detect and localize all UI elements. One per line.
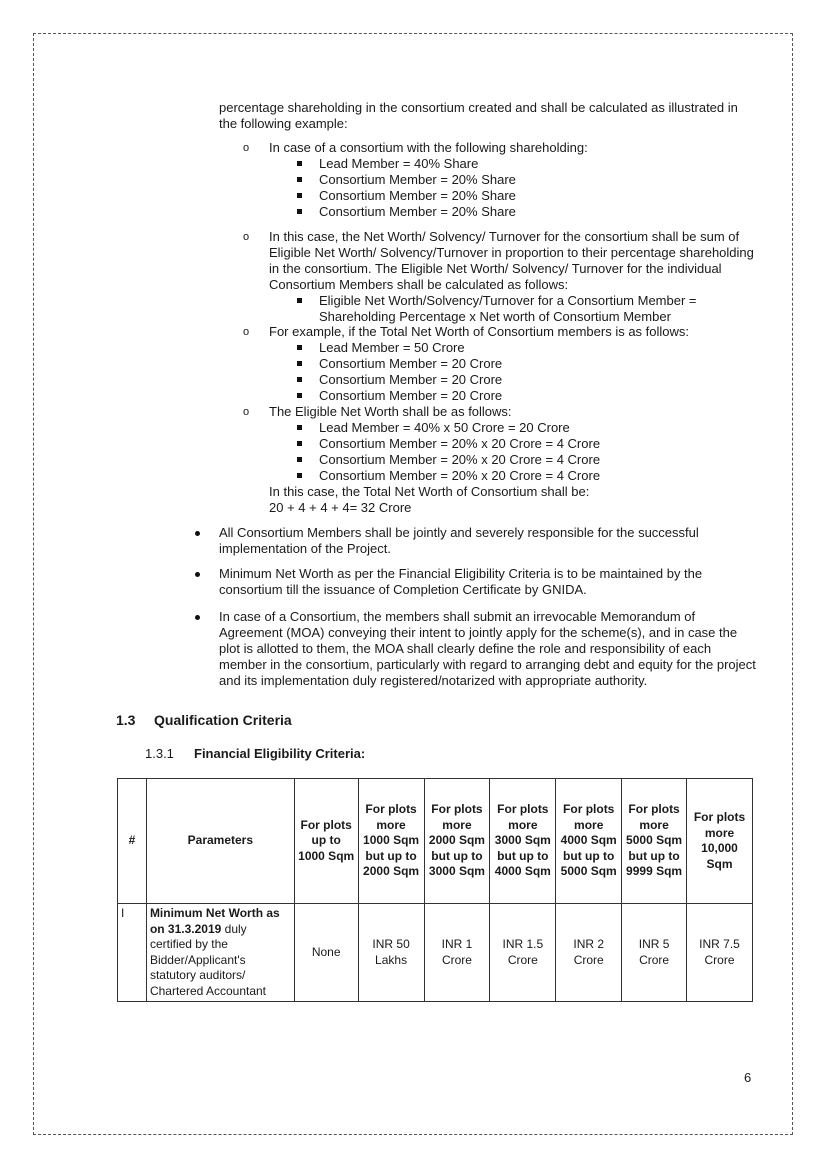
square-bullet-icon <box>297 345 302 350</box>
circle-bullet-icon: o <box>243 142 250 154</box>
list-item: o In this case, the Net Worth/ Solvency/ Turnover for the consortium shall be sum of Eligible Net Worth/ Solvency/Turnover in proportion to their percentage shareholding in the consortium. The Eligible Net Worth/ Solvency/ Turnover for the individual Consortium Members shall be calculated as follows: Eligible Net Worth/Solvency/Turnover for a Consortium Member = Shareholding Percentage x Net worth of Consortium Member <box>269 229 759 325</box>
row-parameter: Minimum Net Worth as on 31.3.2019 duly certified by the Bidder/Applicant's statutory auditors/ Chartered Accountant <box>146 904 294 1002</box>
subsection-heading: 1.3.1 Financial Eligibility Criteria: <box>145 746 366 761</box>
square-bullet-icon <box>297 177 302 182</box>
sub-list-item: Consortium Member = 20% x 20 Crore = 4 Crore <box>319 436 759 452</box>
table-cell: INR 50 Lakhs <box>358 904 424 1002</box>
table-cell: INR 2 Crore <box>556 904 622 1002</box>
square-bullet-icon <box>297 377 302 382</box>
sub-list-item: Consortium Member = 20% Share <box>319 188 759 204</box>
square-bullet-icon <box>297 209 302 214</box>
table-header: For plots more 10,000 Sqm <box>687 779 753 904</box>
table-cell: INR 1 Crore <box>424 904 490 1002</box>
square-bullet-icon <box>297 298 302 303</box>
financial-eligibility-table <box>117 778 753 1002</box>
bullet-minimum-net-worth: Minimum Net Worth as per the Financial Eligibility Criteria is to be maintained by the consortium till the issuance of Completion Certificate by GNIDA. <box>219 566 759 598</box>
bullet-icon <box>195 615 200 620</box>
circle-bullet-icon: o <box>243 326 250 338</box>
example-calculation-rule <box>243 229 759 325</box>
intro-text: percentage shareholding in the consortium created and shall be calculated as illustrated in the following example: <box>219 100 738 131</box>
list-item: o In case of a consortium with the following shareholding: Lead Member = 40% Share Consortium Member = 20% Share Consortium Member = 20% Share Consortium Member = 20% Share <box>269 140 759 220</box>
table-cell: INR 1.5 Crore <box>490 904 556 1002</box>
table-header: For plots more 2000 Sqm but up to 3000 Sqm <box>424 779 490 904</box>
sub-list-item: Consortium Member = 20% Share <box>319 204 759 220</box>
square-bullet-icon <box>297 361 302 366</box>
table-header: For plots more 5000 Sqm but up to 9999 Sqm <box>622 779 687 904</box>
sub-list-item: Consortium Member = 20% x 20 Crore = 4 Crore <box>319 452 759 468</box>
example-shareholding <box>243 140 759 220</box>
table-cell: INR 7.5 Crore <box>687 904 753 1002</box>
example-eligible-net-worth <box>243 404 759 516</box>
square-bullet-icon <box>297 441 302 446</box>
example-net-worth <box>243 324 759 404</box>
table-cell: None <box>294 904 358 1002</box>
row-index: I <box>118 904 147 1002</box>
total-line-2: 20 + 4 + 4 + 4= 32 Crore <box>269 500 412 515</box>
table-header: For plots more 4000 Sqm but up to 5000 Sqm <box>556 779 622 904</box>
sub-list-item: Consortium Member = 20 Crore <box>319 388 759 404</box>
bullet-moa: In case of a Consortium, the members shall submit an irrevocable Memorandum of Agreement (MOA) conveying their intent to jointly apply for the scheme(s), and in case the plot is allotted to them, the MOA shall clearly define the role and responsibility of each member in the consortium, particularly with regard to arranging debt and equity for the project and its implementation duly registered/notarized with appropriate authority. <box>219 609 759 689</box>
page-number: 6 <box>744 1070 752 1085</box>
table-header: # <box>118 779 147 904</box>
table-header: Parameters <box>146 779 294 904</box>
table-header: For plots up to 1000 Sqm <box>294 779 358 904</box>
table-cell: INR 5 Crore <box>622 904 687 1002</box>
list-item: o The Eligible Net Worth shall be as follows: Lead Member = 40% x 50 Crore = 20 Crore Consortium Member = 20% x 20 Crore = 4 Crore Consortium Member = 20% x 20 Crore = 4 Crore Consortium Member = 20% x 20 Crore = 4 Crore In this case, the Total Net Worth of Consortium shall be: 20 + 4 + 4 + 4= 32 Crore <box>269 404 759 516</box>
bullet-icon <box>195 531 200 536</box>
sub-list-item: Consortium Member = 20% x 20 Crore = 4 Crore <box>319 468 759 484</box>
sub-list-item: Consortium Member = 20 Crore <box>319 356 759 372</box>
sub-list-item: Consortium Member = 20% Share <box>319 172 759 188</box>
table-header: For plots more 3000 Sqm but up to 4000 Sqm <box>490 779 556 904</box>
intro-paragraph <box>219 100 759 132</box>
sub-list-item: Lead Member = 40% x 50 Crore = 20 Crore <box>319 420 759 436</box>
bullet-jointly-responsible: All Consortium Members shall be jointly and severely responsible for the successful implementation of the Project. <box>219 525 759 557</box>
total-line-1: In this case, the Total Net Worth of Consortium shall be: <box>269 484 590 499</box>
square-bullet-icon <box>297 473 302 478</box>
square-bullet-icon <box>297 193 302 198</box>
table-header-row <box>118 779 753 904</box>
list-item: o For example, if the Total Net Worth of Consortium members is as follows: Lead Member = 50 Crore Consortium Member = 20 Crore Consortium Member = 20 Crore Consortium Member = 20 Crore <box>269 324 759 404</box>
circle-bullet-icon: o <box>243 231 250 243</box>
square-bullet-icon <box>297 161 302 166</box>
sub-list-item: Lead Member = 40% Share <box>319 156 759 172</box>
sub-list-item: Consortium Member = 20 Crore <box>319 372 759 388</box>
square-bullet-icon <box>297 425 302 430</box>
square-bullet-icon <box>297 393 302 398</box>
table-header: For plots more 1000 Sqm but up to 2000 Sqm <box>358 779 424 904</box>
section-heading: 1.3 Qualification Criteria <box>116 712 292 728</box>
sub-list-item: Lead Member = 50 Crore <box>319 340 759 356</box>
sub-list-item: Eligible Net Worth/Solvency/Turnover for a Consortium Member = Shareholding Percentage x Net worth of Consortium Member <box>319 293 759 325</box>
circle-bullet-icon: o <box>243 406 250 418</box>
table-row <box>118 904 753 1002</box>
bullet-icon <box>195 572 200 577</box>
square-bullet-icon <box>297 457 302 462</box>
